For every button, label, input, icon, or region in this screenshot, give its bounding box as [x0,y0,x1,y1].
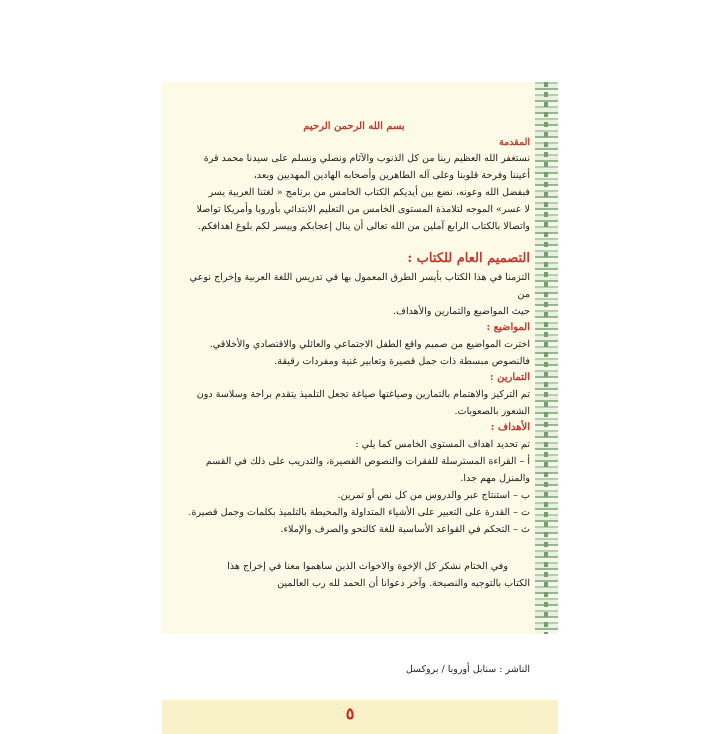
basmala: بسم الله الرحمن الرحيم [303,121,405,132]
intro-line: أعيننا وفرحة قلوبنا وعلى آله الطاهرين وأصحابه الهادين المهديين وبعد، [253,170,530,181]
design-line: حيث المواضيع والتمارين والأهداف. [392,306,530,317]
vine-ornament [544,82,548,634]
design-heading: التصميم العام للكتاب : [407,251,530,266]
topics-line: اخترت المواضيع من صميم واقع الطفل الاجتماعي والعائلي والاقتصادي والأخلاقي. [209,339,530,350]
goals-line: تم تحديد اهداف المستوى الخامس كما يلي : [355,439,530,450]
goals-line: أ – القراءة المسترسلة للفقرات والنصوص القصيرة، والتدريب على ذلك في القسم [205,456,530,467]
document-body [178,118,530,592]
publisher-line: الناشر : سنابل أوروبا / بروكسل [405,664,530,675]
exercises-line: تم التركيز والاهتمام بالتمارين وصياغتها صياغة تجعل التلميذ يتقدم براحة وسلاسة دون [196,389,530,400]
intro-line: واتصالا بالكتاب الرابع آملين من الله تعالى أن ينال إعجابكم وييسر لكم بلوغ اهدافكم. [198,221,530,232]
closing-line: الكتاب بالتوجيه والنصيحة. وآخر دعوانا أن الحمد لله رب العالمين [277,578,530,589]
design-line: التزمنا في هذا الكتاب بأيسر الطرق المعمول بها في تدريس اللغة العربية وإخراج نوعي من [189,272,530,300]
intro-line: لا عسر» الموجه لتلامذة المستوى الخامس من التعليم الابتدائي بأوروبا وأمريكا تواصلا [196,204,530,215]
exercises-line: الشعور بالصعوبات. [454,406,530,417]
intro-heading: المقدمة [498,137,530,148]
topics-heading: المواضيع : [486,322,530,333]
intro-line: نستغفر الله العظيم ربنا من كل الذنوب والآثام ونصلي ونسلم على سيدنا محمد قرة [203,153,530,164]
topics-line: فالنصوص مبسطة ذات جمل قصيرة وتعابير غنية ومفردات رقيقة. [274,356,530,367]
closing-line: وفي الختام نشكر كل الإخوة والاخوات الذين ساهموا معنا في إخراج هذا [227,561,508,572]
decorative-border [535,82,558,634]
goals-line: ث – التحكم في القواعد الأساسية للغة كالنحو والصرف والإملاء. [280,524,530,535]
intro-line: فبفضل الله وعونه، نضع بين أيديكم الكتاب الخامس من برنامج « لغتنا العربية يسر [208,187,530,198]
exercises-heading: التمارين : [489,372,530,383]
page-number: ٥ [345,704,355,723]
goals-line: ت – القدرة على التعبير على الأشياء المتداولة والمحيطة بالتلميذ بكلمات وجمل قصيرة. [188,507,530,518]
goals-line: ب – استنتاج عبر والدروس من كل نص أو تمرين. [337,490,530,501]
goals-heading: الأهداف : [490,422,530,433]
goals-line: والمنزل مهم جدا. [460,473,530,484]
